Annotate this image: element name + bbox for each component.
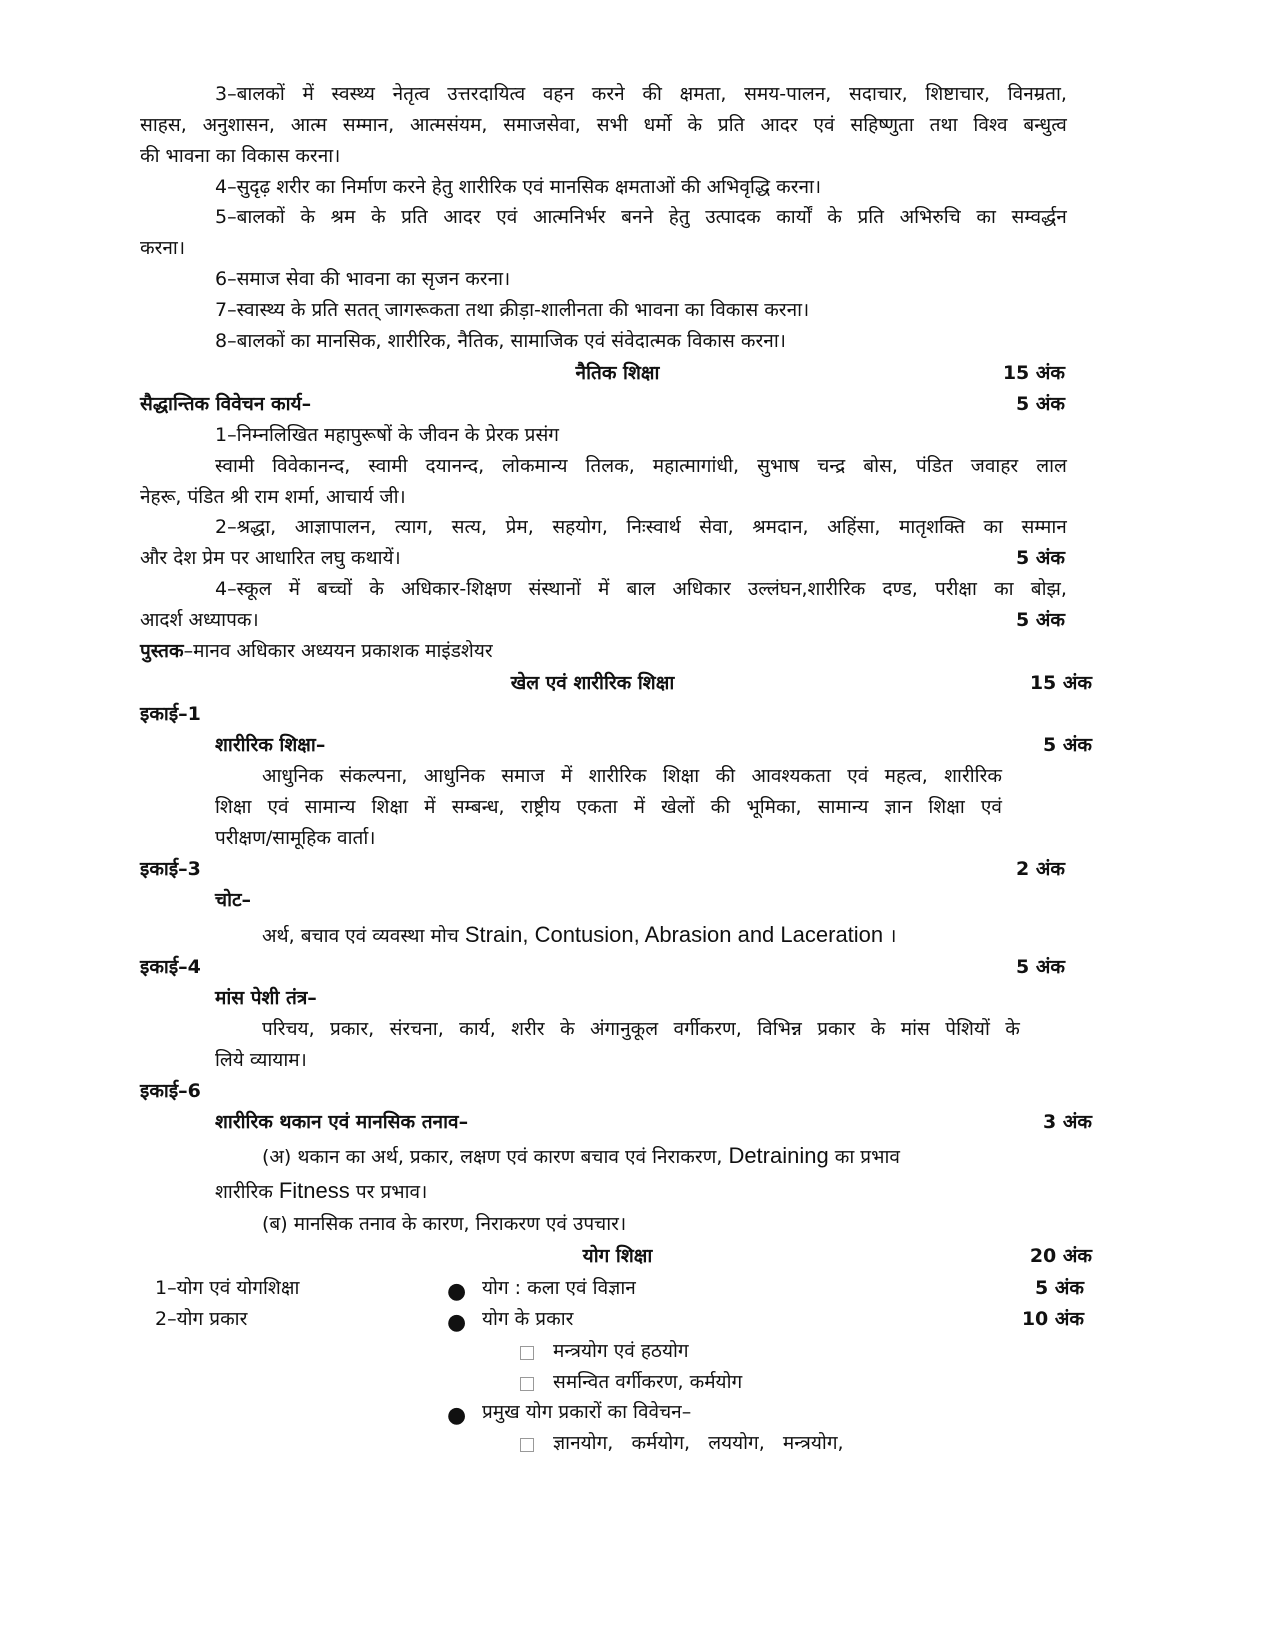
- aim-7: 7–स्वास्थ्य के प्रति सतत् जागरूकता तथा क्रीड़ा-शालीनता की भावना का विकास करना।: [215, 299, 810, 321]
- word: आधुनिक: [262, 765, 324, 787]
- unit-4-title: मांस पेशी तंत्र–: [215, 987, 317, 1009]
- word: विवेकानन्द,: [272, 455, 351, 477]
- word: तथा: [929, 114, 958, 136]
- word: परिचय,: [262, 1018, 315, 1040]
- word: के: [369, 578, 384, 600]
- naitik-item-1-line-2: [215, 455, 1067, 478]
- word: आत्मसंयम,: [410, 114, 488, 136]
- word: साहस,: [140, 114, 187, 136]
- word: शारीरिक: [588, 765, 647, 787]
- naitik-item-4-marks: 5 अंक: [1016, 609, 1065, 631]
- bullet-icon: ●: [447, 1310, 467, 1335]
- word: स्वामी: [215, 455, 255, 477]
- word: बाल: [626, 578, 656, 600]
- word: प्रकार,: [330, 1018, 375, 1040]
- word: स्वस्थ्य: [331, 83, 375, 105]
- word: आत्म: [290, 114, 327, 136]
- word: अंगानुकूल: [589, 1018, 659, 1040]
- word: पंडित: [915, 455, 953, 477]
- word: विनम्रता,: [1007, 83, 1067, 105]
- word: शरीर: [511, 1018, 545, 1040]
- bullet-icon: ●: [447, 1279, 467, 1304]
- word: में: [598, 578, 610, 600]
- unit-4-line-1: [262, 1018, 1020, 1041]
- word: समाजसेवा,: [503, 114, 581, 136]
- word: विभिन्न: [757, 1018, 802, 1040]
- unit-6-a-line-2: [215, 1178, 427, 1204]
- unit-1-label: इकाई–1: [140, 703, 201, 725]
- unit-3-text-english: Strain, Contusion, Abrasion and Laceration: [464, 922, 884, 947]
- word: आत्मनिर्भर: [532, 206, 606, 228]
- naitik-item-1: 1–निम्नलिखित महापुरूषों के जीवन के प्रेरक प्रसंग: [215, 424, 560, 446]
- word: में: [424, 796, 436, 818]
- word: में: [302, 83, 314, 105]
- word: सेवा,: [699, 516, 734, 538]
- word: उल्लंघन,शारीरिक: [747, 578, 866, 600]
- word: एवं: [980, 796, 1002, 818]
- unit-3-marks: 2 अंक: [1016, 858, 1065, 880]
- naitik-item-4-line-1: [215, 578, 1067, 601]
- yog-row-1-marks: 5 अंक: [1035, 1277, 1084, 1299]
- unit-4-line-2: लिये व्यायाम।: [215, 1049, 307, 1071]
- naitik-item-2-marks: 5 अंक: [1016, 547, 1065, 569]
- word: महत्व,: [884, 765, 928, 787]
- book-label: पुस्तक: [140, 640, 184, 662]
- aim-8: 8–बालकों का मानसिक, शारीरिक, नैतिक, सामाजिक एवं संवेदात्मक विकास करना।: [215, 330, 786, 352]
- checkbox-square-icon: [520, 1346, 534, 1360]
- word: 5–बालकों: [215, 206, 285, 228]
- word: बोझ,: [1030, 578, 1067, 600]
- unit-6-a2-english: Fitness: [278, 1178, 350, 1203]
- book-line: [140, 640, 493, 663]
- word: के: [300, 206, 315, 228]
- word: लाल: [1036, 455, 1067, 477]
- aim-6: 6–समाज सेवा की भावना का सृजन करना।: [215, 268, 511, 290]
- section-heading-naitik: नैतिक शिक्षा: [575, 362, 660, 384]
- word: प्रकार: [817, 1018, 856, 1040]
- yog-row-2-marks: 10 अंक: [1021, 1308, 1084, 1330]
- unit-1-marks: 5 अंक: [1043, 734, 1092, 756]
- word: का: [976, 206, 996, 228]
- unit-6-a2-hindi: शारीरिक: [215, 1181, 279, 1203]
- word: पेशियों: [945, 1018, 990, 1040]
- aim-3-line-1: [215, 83, 1067, 106]
- yog-bullet-3: प्रमुख योग प्रकारों का विवेचन–: [482, 1401, 692, 1423]
- unit-3-text-end: ।: [883, 925, 897, 947]
- aim-5-line-1: [215, 206, 1067, 229]
- aim-5-line-2: करना।: [140, 237, 186, 259]
- section-heading-yog: योग शिक्षा: [582, 1245, 653, 1267]
- word: के: [370, 206, 386, 228]
- unit-6-a-hindi: (अ) थकान का अर्थ, प्रकार, लक्षण एवं कारण बचाव एवं निराकरण,: [262, 1146, 729, 1168]
- word: शिक्षा: [215, 796, 252, 818]
- khel-marks: 15 अंक: [1029, 672, 1092, 694]
- word: लोकमान्य: [502, 455, 568, 477]
- word: करने: [591, 83, 625, 105]
- word: भूमिका,: [746, 796, 802, 818]
- word: सम्मान: [1021, 516, 1067, 538]
- word: में: [633, 796, 645, 818]
- word: अधिकार-शिक्षण: [400, 578, 512, 600]
- unit-1-line-1: [262, 765, 1002, 788]
- word: प्रति: [401, 206, 428, 228]
- yog-row-2-left: 2–योग प्रकार: [155, 1308, 248, 1330]
- yog-sub-1: मन्त्रयोग एवं हठयोग: [553, 1340, 689, 1362]
- aim-4: 4–सुदृढ़ शरीर का निर्माण करने हेतु शारीरिक एवं मानसिक क्षमताओं की अभिवृद्धि करना।: [215, 176, 822, 198]
- word: संकल्पना,: [339, 765, 408, 787]
- naitik-sub-marks: 5 अंक: [1016, 393, 1065, 415]
- unit-3-text: [262, 922, 896, 948]
- word: तिलक,: [585, 455, 635, 477]
- word: निःस्वार्थ: [626, 516, 681, 538]
- word: सहयोग,: [552, 516, 608, 538]
- word: अहिंसा,: [827, 516, 881, 538]
- word: उत्तरदायित्व: [447, 83, 526, 105]
- unit-6-a2-end: पर प्रभाव।: [349, 1181, 428, 1203]
- word: श्रमदान,: [752, 516, 809, 538]
- unit-3-title: चोट–: [215, 889, 252, 911]
- word: के: [1005, 1018, 1020, 1040]
- unit-6-label: इकाई–6: [140, 1080, 201, 1102]
- word: एवं: [267, 796, 289, 818]
- word: समय-पालन,: [744, 83, 832, 105]
- word: में: [560, 765, 573, 787]
- book-text: –मानव अधिकार अध्ययन प्रकाशक माइंडशेयर: [183, 640, 493, 662]
- word: एवं: [813, 114, 835, 136]
- word: की: [715, 765, 736, 787]
- naitik-subheading: सैद्धान्तिक विवेचन कार्य–: [140, 393, 312, 415]
- word: क्षमता,: [679, 83, 727, 105]
- word: सुभाष: [757, 455, 800, 477]
- word: खेलों: [661, 796, 695, 818]
- unit-6-a-line-1: [262, 1143, 900, 1169]
- word: जवाहर: [970, 455, 1019, 477]
- unit-6-title: शारीरिक थकान एवं मानसिक तनाव–: [215, 1111, 469, 1133]
- aim-3-line-2: [140, 114, 1067, 137]
- word: अनुशासन,: [202, 114, 275, 136]
- word: विश्व: [973, 114, 1008, 136]
- word: अधिकार: [672, 578, 731, 600]
- word: चन्द्र: [817, 455, 846, 477]
- unit-3-label: इकाई–3: [140, 858, 201, 880]
- word: सत्य,: [451, 516, 488, 538]
- word: त्याग,: [394, 516, 434, 538]
- naitik-item-1-line-3: नेहरू, पंडित श्री राम शर्मा, आचार्य जी।: [140, 486, 406, 508]
- word: नेतृत्व: [392, 83, 430, 105]
- unit-1-line-2: [215, 796, 1002, 819]
- word: राष्ट्रीय: [520, 796, 561, 818]
- yog-row-1-left: 1–योग एवं योगशिक्षा: [155, 1277, 300, 1299]
- word: का: [983, 516, 1003, 538]
- word: अभिरुचि: [899, 206, 961, 228]
- word: प्रेम,: [505, 516, 534, 538]
- unit-6-b: (ब) मानसिक तनाव के कारण, निराकरण एवं उपचार।: [262, 1213, 627, 1235]
- word: की: [710, 796, 731, 818]
- word: शारीरिक: [944, 765, 1002, 787]
- naitik-item-4-line-2: आदर्श अध्यापक।: [140, 609, 259, 631]
- word: 2–श्रद्धा,: [215, 516, 277, 538]
- checkbox-square-icon: [520, 1438, 534, 1452]
- word: आधुनिक: [423, 765, 485, 787]
- checkbox-square-icon: [520, 1377, 534, 1391]
- word: बोस,: [863, 455, 898, 477]
- word: शिक्षा: [928, 796, 965, 818]
- word: का: [994, 578, 1014, 600]
- word: ज्ञान: [884, 796, 913, 818]
- word: बन्धुत्व: [1023, 114, 1067, 136]
- word: वर्गीकरण,: [673, 1018, 742, 1040]
- word: शिक्षा: [662, 765, 700, 787]
- word: हेतु: [668, 206, 690, 228]
- word: आदर: [443, 206, 481, 228]
- unit-1-line-3: परीक्षण/सामूहिक वार्ता।: [215, 827, 376, 849]
- word: प्रति: [717, 114, 745, 136]
- unit-1-title: शारीरिक शिक्षा–: [215, 734, 326, 756]
- word: मातृशक्ति: [898, 516, 965, 538]
- word: श्रम: [330, 206, 356, 228]
- naitik-marks: 15 अंक: [1002, 362, 1065, 384]
- yog-row-2-mid: योग के प्रकार: [482, 1308, 574, 1330]
- naitik-item-2-line-1: [215, 516, 1067, 539]
- word: सम्वर्द्धन: [1011, 206, 1067, 228]
- yog-marks: 20 अंक: [1029, 1245, 1092, 1267]
- word: सम्मान,: [342, 114, 395, 136]
- word: समाज: [501, 765, 545, 787]
- unit-6-a-english: Detraining: [728, 1143, 829, 1168]
- word: सामान्य: [304, 796, 356, 818]
- word: में: [288, 578, 300, 600]
- word: स्वामी: [368, 455, 408, 477]
- section-heading-khel: खेल एवं शारीरिक शिक्षा: [510, 672, 675, 694]
- yog-sub-3: ज्ञानयोग, कर्मयोग, लययोग, मन्त्रयोग,: [553, 1432, 844, 1454]
- word: बनने: [621, 206, 654, 228]
- word: दयानन्द,: [425, 455, 485, 477]
- word: शिक्षा: [371, 796, 409, 818]
- word: संस्थानों: [528, 578, 581, 600]
- word: बच्चों: [317, 578, 353, 600]
- word: की: [642, 83, 662, 105]
- word: सहिष्णुता: [850, 114, 914, 136]
- unit-6-marks: 3 अंक: [1043, 1111, 1092, 1133]
- word: के: [687, 114, 703, 136]
- unit-6-a-end: का प्रभाव: [828, 1146, 900, 1168]
- word: धर्मो: [643, 114, 672, 136]
- word: महात्मागांधी,: [652, 455, 740, 477]
- yog-sub-2: समन्वित वर्गीकरण, कर्मयोग: [553, 1371, 743, 1393]
- word: परीक्षा: [934, 578, 977, 600]
- word: सम्बन्ध,: [451, 796, 505, 818]
- word: के: [559, 1018, 575, 1040]
- word: एवं: [847, 765, 869, 787]
- unit-4-label: इकाई–4: [140, 956, 201, 978]
- word: के: [827, 206, 842, 228]
- word: कार्य,: [459, 1018, 496, 1040]
- word: प्रति: [857, 206, 885, 228]
- unit-3-text-hindi: अर्थ, बचाव एवं व्यवस्था मोच: [262, 925, 465, 947]
- word: आवश्यकता: [751, 765, 831, 787]
- word: के: [870, 1018, 886, 1040]
- word: आज्ञापालन,: [294, 516, 377, 538]
- word: संरचना,: [389, 1018, 444, 1040]
- word: 4–स्कूल: [215, 578, 272, 600]
- unit-4-marks: 5 अंक: [1016, 956, 1065, 978]
- word: एवं: [496, 206, 518, 228]
- word: सामान्य: [817, 796, 869, 818]
- word: कार्यों: [776, 206, 812, 228]
- word: दण्ड,: [882, 578, 918, 600]
- bullet-icon: ●: [447, 1403, 467, 1428]
- word: उत्पादक: [705, 206, 761, 228]
- yog-row-1-mid: योग : कला एवं विज्ञान: [482, 1277, 636, 1299]
- word: वहन: [542, 83, 575, 105]
- word: 3–बालकों: [215, 83, 285, 105]
- word: एकता: [576, 796, 618, 818]
- word: सदाचार,: [849, 83, 908, 105]
- word: आदर: [760, 114, 798, 136]
- word: शिष्टाचार,: [925, 83, 991, 105]
- word: मांस: [900, 1018, 930, 1040]
- naitik-item-2-line-2: और देश प्रेम पर आधारित लघु कथायें।: [140, 547, 401, 569]
- word: सभी: [596, 114, 628, 136]
- aim-3-line-3: की भावना का विकास करना।: [140, 145, 341, 167]
